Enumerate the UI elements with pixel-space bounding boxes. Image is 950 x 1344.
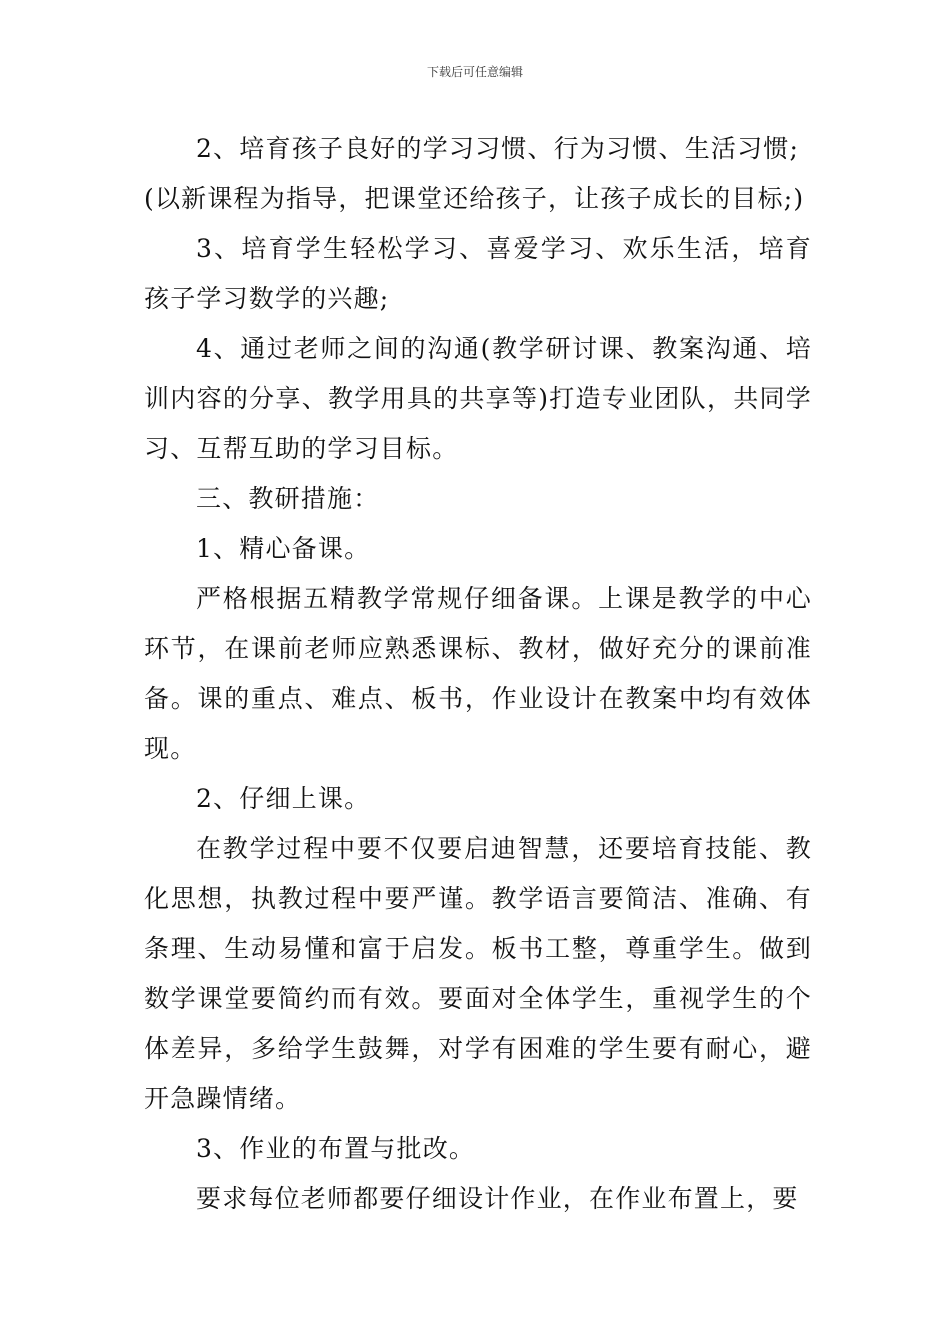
document-body [144,124,812,1224]
paragraph-homework: 要求每位老师都要仔细设计作业，在作业布置上，要 [196,1184,799,1213]
subheading-homework: 3、作业的布置与批改。 [196,1134,476,1163]
paragraph-goal-3: 3、培育学生轻松学习、喜爱学习、欢乐生活，培育孩子学习数学的兴趣; [144,234,812,313]
subheading-teaching: 2、仔细上课。 [196,784,371,813]
paragraph-lesson-prep: 严格根据五精教学常规仔细备课。上课是教学的中心环节，在课前老师应熟悉课标、教材，做好充分的课前准备。课的重点、难点、板书，作业设计在教案中均有效体现。 [144,584,812,763]
page-header-note: 下载后可任意编辑 [426,65,523,79]
paragraph-goal-2: 2、培育孩子良好的学习习惯、行为习惯、生活习惯; (以新课程为指导，把课堂还给孩子，让孩子成长的目标;) [144,134,805,213]
paragraph-teaching: 在教学过程中要不仅要启迪智慧，还要培育技能、教化思想，执教过程中要严谨。教学语言要简洁、准确、有条理、生动易懂和富于启发。板书工整，尊重学生。做到数学课堂要简约而有效。要面对全体学生，重视学生的个体差异，多给学生鼓舞，对学有困难的学生要有耐心，避开急躁情绪。 [144,834,812,1113]
subheading-lesson-prep: 1、精心备课。 [196,534,371,563]
paragraph-goal-4: 4、通过老师之间的沟通(教学研讨课、教案沟通、培训内容的分享、教学用具的共享等)打造专业团队，共同学习、互帮互助的学习目标。 [144,334,812,463]
section-heading-measures: 三、教研措施： [196,484,380,513]
